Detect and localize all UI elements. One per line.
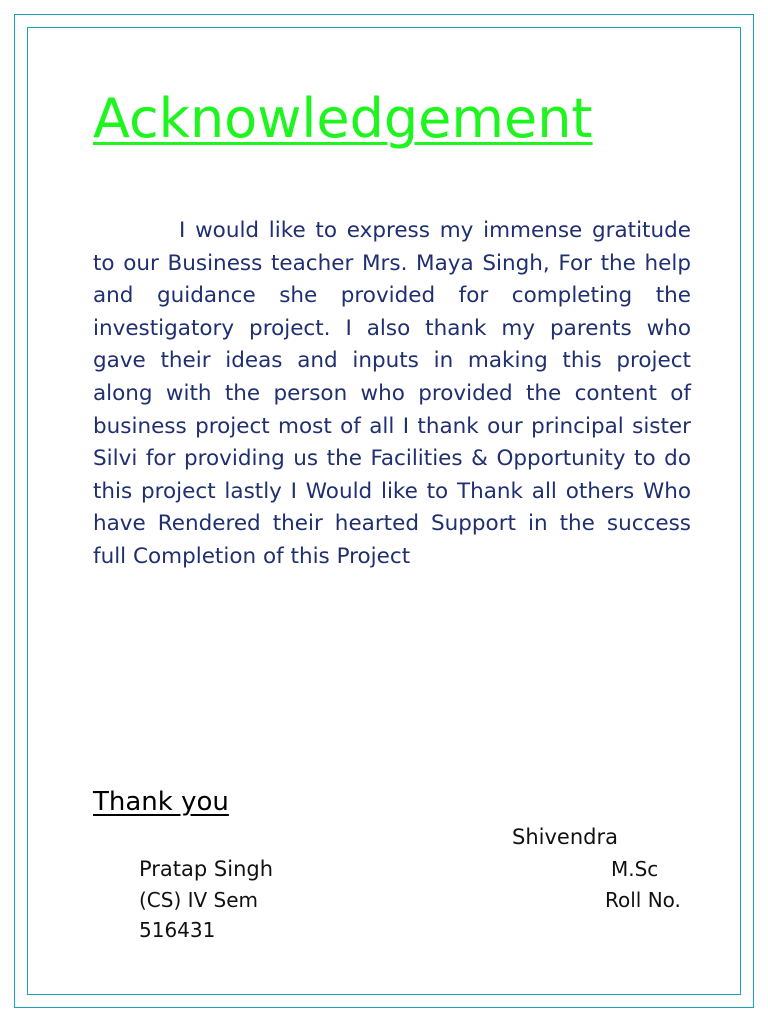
signature-degree: M.Sc xyxy=(611,857,659,881)
page-title: Acknowledgement xyxy=(93,87,593,150)
signature-program: (CS) IV Sem xyxy=(139,888,259,912)
signature-roll-number: 516431 xyxy=(139,918,216,942)
closing-thank-you: Thank you xyxy=(93,787,229,817)
acknowledgement-paragraph: I would like to express my immense gratitude to our Business teacher Mrs. Maya Singh, For the help and guidance she provided for completing the investigatory project. I also thank my parents who gave their ideas and inputs in making this project along with the person who provided the content of business project most of all I thank our principal sister Silvi for providing us the Facilities & Opportunity to do this project lastly I Would like to Thank all others Who have Rendered their hearted Support in the success full Completion of this Project xyxy=(93,218,691,569)
signature-name-first: Shivendra xyxy=(512,825,618,849)
signature-name-last: Pratap Singh xyxy=(139,857,274,881)
signature-roll-label: Roll No. xyxy=(605,888,681,912)
